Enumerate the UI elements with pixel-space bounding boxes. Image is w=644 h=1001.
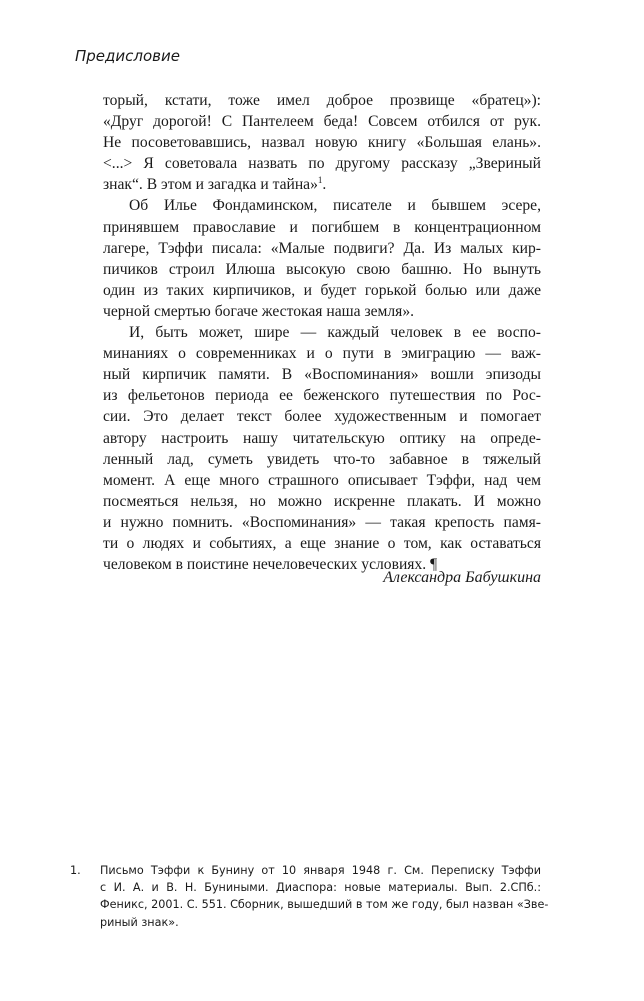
footnote-ref[interactable]: 1	[317, 175, 323, 186]
text-line: из фельетонов периода ее беженского путешествия по Рос-	[103, 387, 541, 405]
text-fragment: .	[322, 176, 327, 194]
text-fragment: человеком в поистине нечеловеческих условиях.	[103, 556, 427, 574]
main-text	[103, 90, 541, 575]
text-line: сии. Это делает текст более художественным и помогает	[103, 408, 541, 426]
text-line: торый, кстати, тоже имел доброе прозвище «братец»):	[103, 92, 541, 109]
text-line: лагере, Тэффи писала: «Малые подвиги? Да. Из малых кир-	[103, 239, 541, 257]
text-line: принявшем православие и погибшем в концентрационном	[103, 218, 541, 236]
text-line: ти о людях и событиях, а еще знание о том, как оставаться	[103, 534, 541, 552]
text-line: И, быть может, шире — каждый человек в ее воспо-	[129, 324, 541, 342]
text-line: и нужно помнить. «Воспоминания» — такая крепость памя-	[103, 513, 541, 531]
text-line: Не посоветовавшись, назвал новую книгу «Большая елань».	[103, 134, 541, 152]
text-line: Об Илье Фондаминском, писателе и бывшем эсере,	[129, 197, 541, 215]
running-title: Предисловие	[75, 47, 180, 65]
footnote-line: Письмо Тэффи к Бунину от 10 января 1948 г. См. Переписку Тэффи	[100, 864, 541, 877]
text-line: посмеяться нельзя, но можно искренне плакать. И можно	[103, 492, 541, 510]
footnote-number: 1.	[70, 864, 81, 877]
footnote-line: риный знак».	[100, 915, 179, 929]
text-line: <...> Я советовала назвать по другому рассказу „Звериный	[103, 155, 541, 173]
text-line: автору настроить нашу читательскую оптику на опреде-	[103, 429, 541, 447]
text-line	[103, 174, 541, 195]
footnote	[70, 862, 549, 931]
text-line: ный кирпичик памяти. В «Воспоминания» вошли эпизоды	[103, 366, 541, 384]
pilcrow-icon: ¶	[430, 556, 438, 574]
text-line: минаниях о современниках и о пути в эмиграцию — важ-	[103, 345, 541, 363]
footnote-text	[100, 862, 549, 931]
footnote-line: Феникс, 2001. С. 551. Сборник, вышедший в том же году, был назван «Зве-	[100, 898, 549, 912]
text-line: пичиков строил Илюша высокую свою башню. Но вынуть	[103, 260, 541, 278]
text-line: «Друг дорогой! С Пантелеем беда! Совсем отбился от рук.	[103, 113, 541, 131]
text-line: ленный лад, суметь увидеть что-то забавное в тяжелый	[103, 450, 541, 468]
footnote-line: с И. А. и В. Н. Буниными. Диаспора: новые материалы. Вып. 2.СПб.:	[100, 881, 541, 895]
text-fragment: знак“. В этом и загадка и тайна»	[103, 176, 318, 194]
text-line: момент. А еще много страшного описывает Тэффи, над чем	[103, 471, 541, 489]
author-signature: Александра Бабушкина	[383, 569, 541, 586]
text-line: черной смертью богаче жестокая наша земля».	[103, 302, 415, 320]
text-line: один из таких кирпичиков, и будет горькой болью или даже	[103, 281, 541, 299]
